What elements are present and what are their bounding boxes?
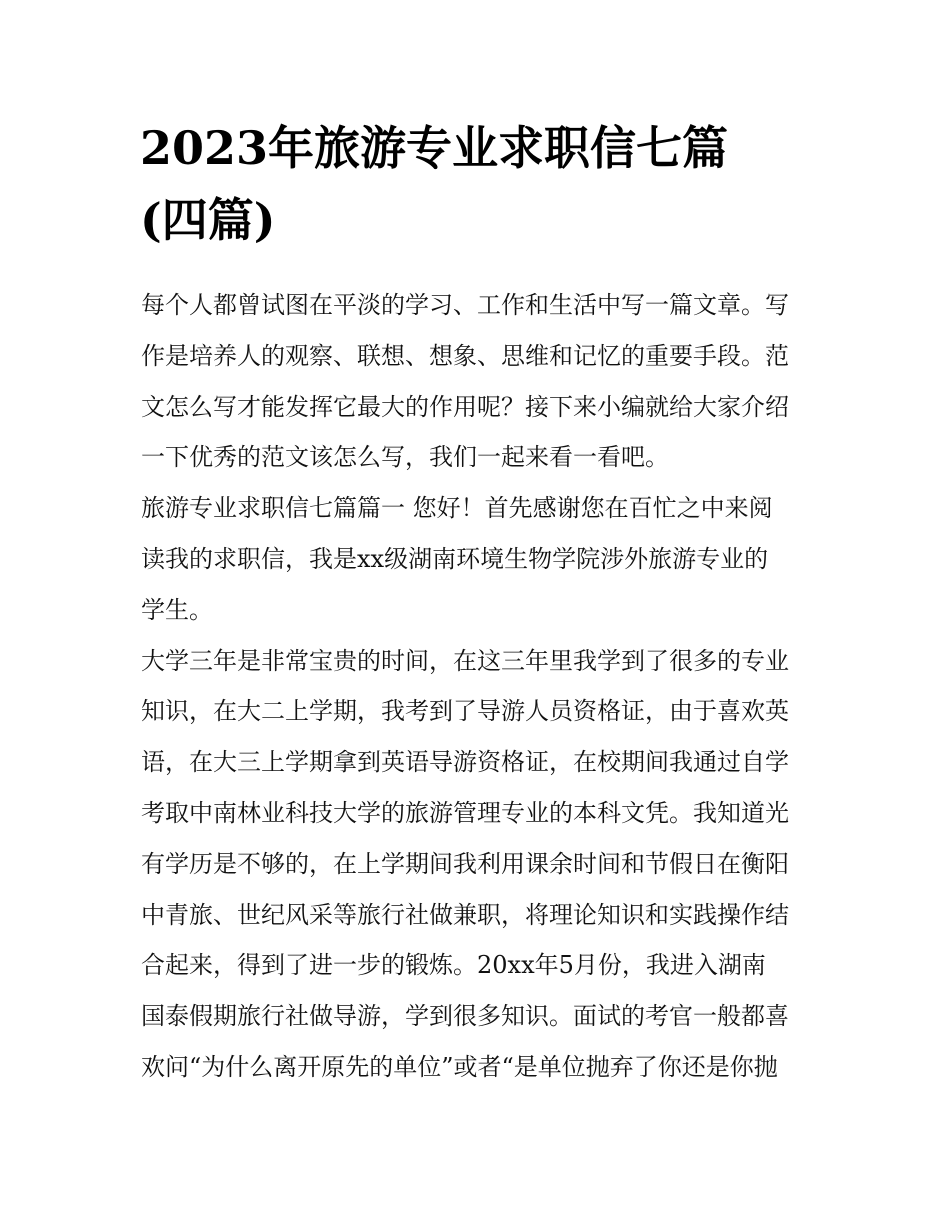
body-line: 每个人都曾试图在平淡的学习、工作和生活中写一篇文章。写	[141, 291, 789, 319]
body-line: 一下优秀的范文该怎么写，我们一起来看一看吧。	[141, 443, 669, 472]
body-line: 语，在大三上学期拿到英语导游资格证，在校期间我通过自学	[141, 748, 789, 777]
body-line: 有学历是不够的，在上学期间我利用课余时间和节假日在衡阳	[141, 849, 789, 878]
document-body	[141, 280, 821, 1093]
body-line: 欢问“为什么离开原先的单位”或者“是单位抛弃了你还是你抛	[141, 1052, 778, 1081]
body-line: 考取中南林业科技大学的旅游管理专业的本科文凭。我知道光	[141, 798, 789, 827]
body-line: 作是培养人的观察、联想、想象、思维和记忆的重要手段。范	[141, 341, 789, 370]
body-line: 中青旅、世纪风采等旅行社做兼职，将理论知识和实践操作结	[141, 900, 789, 929]
title-line-1: 2023年旅游专业求职信七篇	[140, 121, 729, 175]
body-line: 文怎么写才能发挥它最大的作用呢？接下来小编就给大家介绍	[141, 392, 789, 421]
body-line: 旅游专业求职信七篇篇一 您好！首先感谢您在百忙之中来阅	[141, 494, 773, 523]
body-line: 国泰假期旅行社做导游，学到很多知识。面试的考官一般都喜	[141, 1002, 789, 1031]
body-line: 大学三年是非常宝贵的时间，在这三年里我学到了很多的专业	[141, 646, 789, 675]
body-line: 学生。	[141, 595, 213, 624]
document-title	[140, 112, 820, 256]
body-line: 读我的求职信，我是xx级湖南环境生物学院涉外旅游专业的	[141, 544, 769, 573]
body-line: 合起来，得到了进一步的锻炼。20xx年5月份，我进入湖南	[141, 951, 766, 980]
body-line: 知识，在大二上学期，我考到了导游人员资格证，由于喜欢英	[141, 697, 789, 726]
title-line-2: (四篇)	[140, 193, 276, 247]
